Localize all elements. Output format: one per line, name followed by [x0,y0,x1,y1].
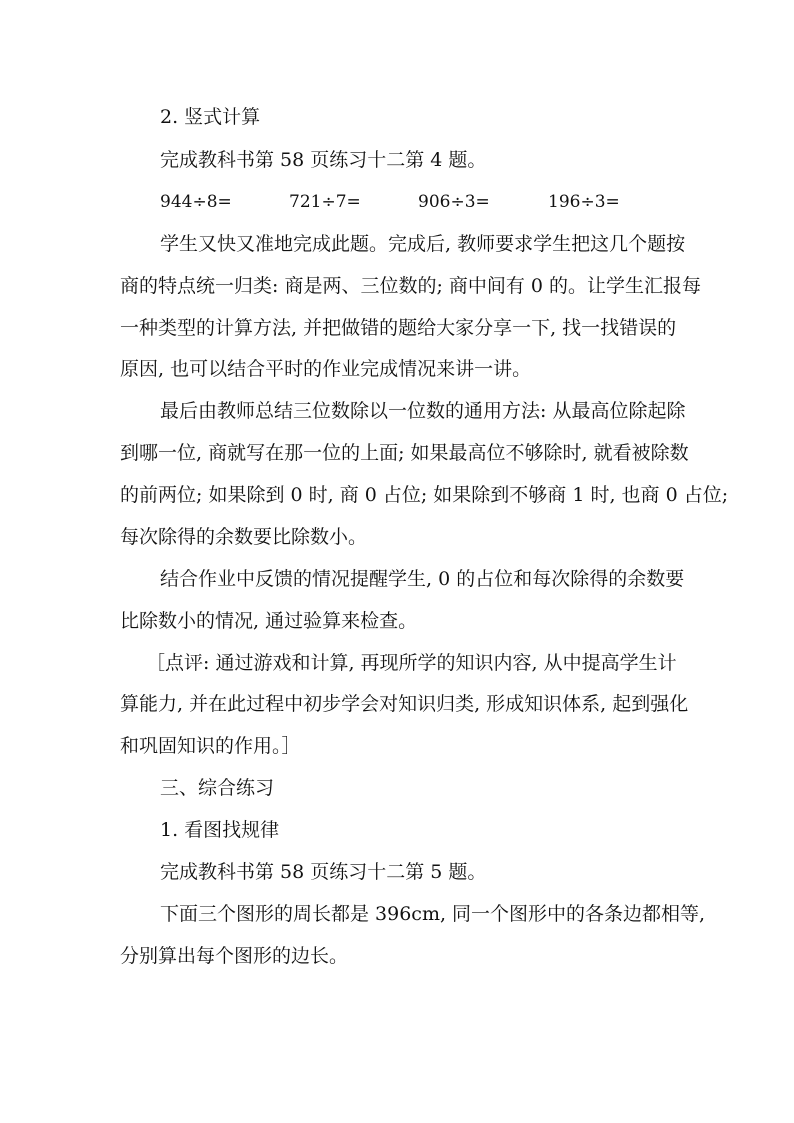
paragraph-line: 下面三个图形的周长都是 396cm, 同一个图形中的各条边都相等, [160,903,706,925]
comment-line: 和巩固知识的作用。］ [120,735,301,757]
paragraph-line: 结合作业中反馈的情况提醒学生, 0 的占位和每次除得的余数要 [160,568,685,590]
paragraph-line: 学生又快又准地完成此题。完成后, 教师要求学生把这几个题按 [160,233,686,255]
paragraph-line: 分别算出每个图形的边长。 [120,945,349,967]
heading-vertical-calculation: 2. 竖式计算 [160,106,261,128]
paragraph-line: 每次除得的余数要比除数小。 [120,526,368,548]
paragraph-line: 完成教科书第 58 页练习十二第 5 题。 [160,861,487,883]
equation-1: 944÷8= [160,192,232,212]
paragraph-line: 到哪一位, 商就写在那一位的上面; 如果最高位不够除时, 就看被除数 [120,442,689,464]
equation-4: 196÷3= [548,192,620,212]
paragraph-line: 的前两位; 如果除到 0 时, 商 0 占位; 如果除到不够商 1 时, 也商 0 占位; [120,484,729,506]
section-heading: 三、综合练习 [160,777,275,799]
subheading-pattern: 1. 看图找规律 [160,819,280,841]
paragraph-line: 比除数小的情况, 通过验算来检查。 [120,610,418,632]
comment-line: ［点评: 通过游戏和计算, 再现所学的知识内容, 从中提高学生计 [146,652,677,674]
equation-2: 721÷7= [289,192,361,212]
paragraph-line: 一种类型的计算方法, 并把做错的题给大家分享一下, 找一找错误的 [120,317,677,339]
paragraph-line: 原因, 也可以结合平时的作业完成情况来讲一讲。 [120,358,532,380]
paragraph-line: 完成教科书第 58 页练习十二第 4 题。 [160,149,487,171]
comment-line: 算能力, 并在此过程中初步学会对知识归类, 形成知识体系, 起到强化 [120,693,689,715]
equation-3: 906÷3= [418,192,490,212]
paragraph-line: 最后由教师总结三位数除以一位数的通用方法: 从最高位除起除 [160,400,686,422]
paragraph-line: 商的特点统一归类: 商是两、三位数的; 商中间有 0 的。让学生汇报每 [120,275,702,297]
